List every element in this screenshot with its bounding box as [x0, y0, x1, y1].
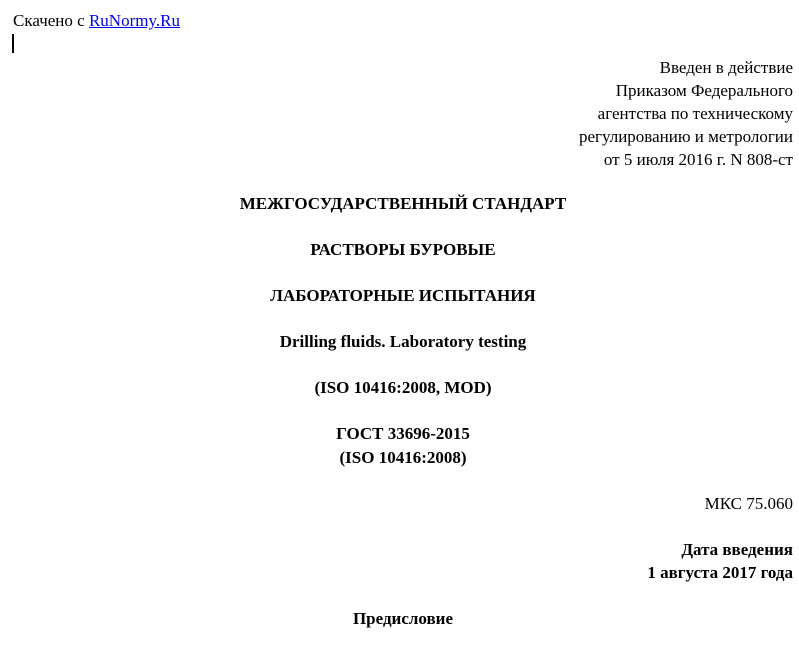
source-line: [13, 9, 180, 32]
iso-reference: (ISO 10416:2008, MOD): [314, 378, 492, 397]
gost-number: ГОСТ 33696-2015: [336, 424, 470, 443]
mks-code: МКС 75.060: [704, 494, 793, 513]
effective-date: 1 августа 2017 года: [647, 563, 793, 582]
enactment-line: регулированию и метрологии: [578, 127, 793, 146]
source-link[interactable]: RuNormy.Ru: [88, 11, 180, 30]
enactment-note: [433, 56, 793, 171]
enactment-line: Введен в действие: [659, 58, 793, 77]
english-title: Drilling fluids. Laboratory testing: [279, 332, 527, 351]
enactment-line: от 5 июля 2016 г. N 808-ст: [603, 150, 793, 169]
source-prefix: Скачено с: [13, 11, 89, 30]
standard-type-heading: МЕЖГОСУДАРСТВЕННЫЙ СТАНДАРТ: [239, 194, 567, 213]
enactment-line: агентства по техническому: [597, 104, 793, 123]
effective-date-label: Дата введения: [681, 540, 793, 559]
section-title: Предисловие: [352, 609, 454, 628]
text-cursor: [12, 34, 14, 53]
title-line-2: ЛАБОРАТОРНЫЕ ИСПЫТАНИЯ: [270, 286, 536, 305]
gost-iso-reference: (ISO 10416:2008): [339, 448, 467, 467]
enactment-line: Приказом Федерального: [615, 81, 793, 100]
title-line-1: РАСТВОРЫ БУРОВЫЕ: [310, 240, 496, 259]
